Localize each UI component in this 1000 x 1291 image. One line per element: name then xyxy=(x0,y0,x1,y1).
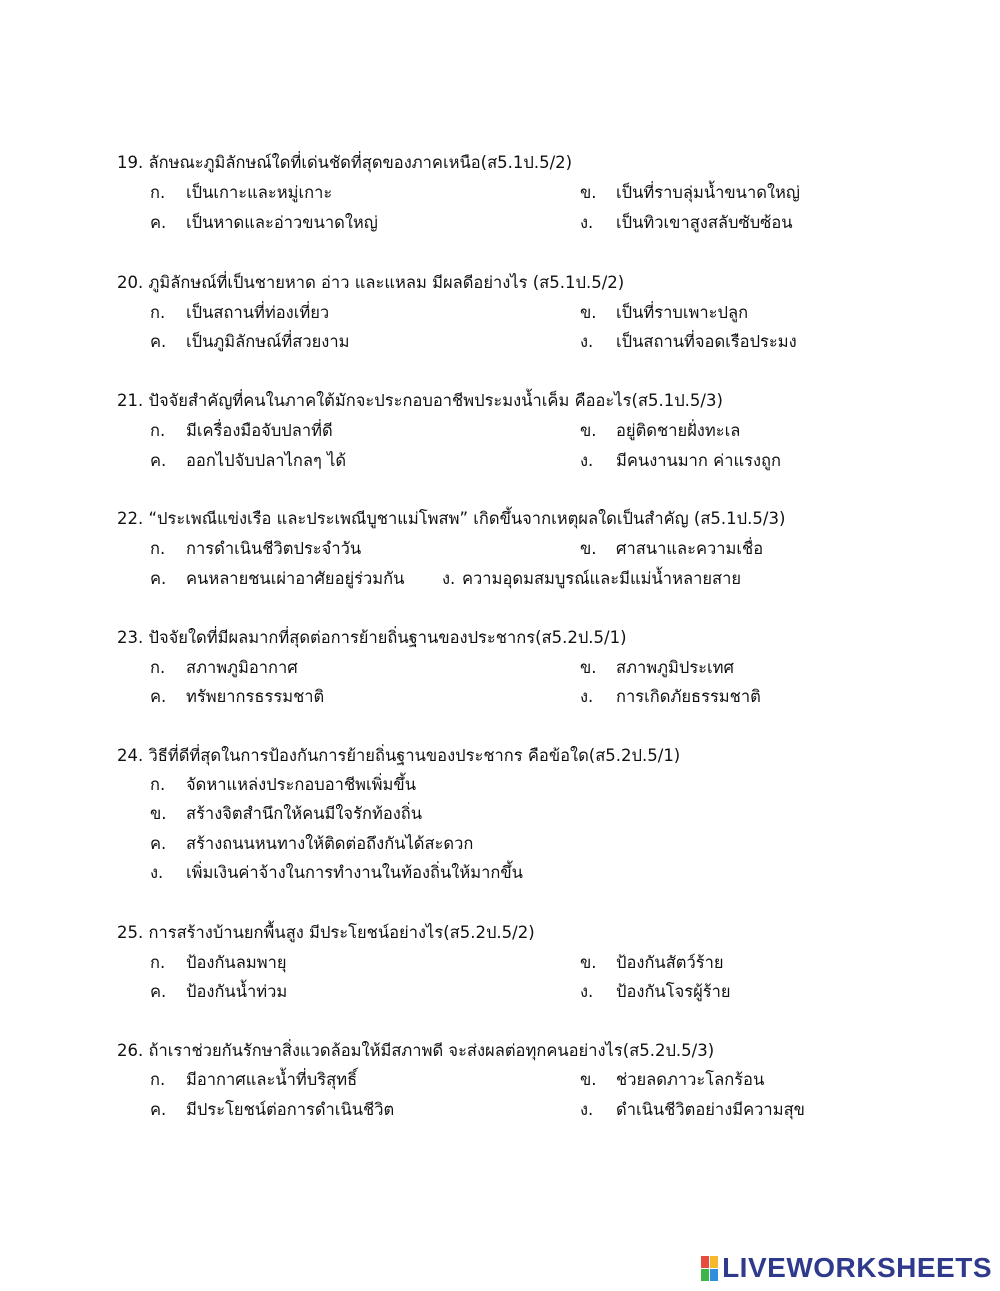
option-c[interactable]: ค. มีประโยชน์ต่อการดำเนินชีวิต xyxy=(150,1100,395,1119)
option-b[interactable]: ข. เป็นที่ราบเพาะปลูก xyxy=(580,303,749,322)
option-b[interactable]: ข. ช่วยลดภาวะโลกร้อน xyxy=(580,1070,765,1089)
option-a[interactable]: ก. จัดหาแหล่งประกอบอาชีพเพิ่มขึ้น xyxy=(150,775,416,794)
question-stem: 20. ภูมิลักษณ์ที่เป็นชายหาด อ่าว และแหลม มีผลดีอย่างไร (ส5.1ป.5/2) xyxy=(117,273,625,292)
option-a[interactable]: ก. เป็นสถานที่ท่องเที่ยว xyxy=(150,303,330,322)
option-a[interactable]: ก. สภาพภูมิอากาศ xyxy=(150,658,298,677)
option-a[interactable]: ก. เป็นเกาะและหมู่เกาะ xyxy=(150,183,333,202)
option-c[interactable]: ค. ทรัพยากรธรรมชาติ xyxy=(150,687,325,706)
question-stem: 21. ปัจจัยสำคัญที่คนในภาคใต้มักจะประกอบอาชีพประมงน้ำเค็ม คืออะไร(ส5.1ป.5/3) xyxy=(117,391,723,410)
option-c[interactable]: ค. ป้องกันน้ำท่วม xyxy=(150,982,288,1001)
option-c[interactable]: ค. เป็นภูมิลักษณ์ที่สวยงาม xyxy=(150,332,350,351)
option-b[interactable]: ข. อยู่ติดชายฝั่งทะเล xyxy=(580,421,741,440)
option-d[interactable]: ง. มีคนงานมาก ค่าแรงถูก xyxy=(580,451,782,470)
option-b[interactable]: ข. ศาสนาและความเชื่อ xyxy=(580,539,764,558)
question-stem: 24. วิธีที่ดีที่สุดในการป้องกันการย้ายถิ่นฐานของประชากร คือข้อใด(ส5.2ป.5/1) xyxy=(117,746,681,765)
logo-text: LIVEWORKSHEETS xyxy=(722,1252,992,1283)
option-c[interactable]: ค. สร้างถนนหนทางให้ติดต่อถึงกันได้สะดวก xyxy=(150,834,474,853)
question-stem: 25. การสร้างบ้านยกพื้นสูง มีประโยชน์อย่างไร(ส5.2ป.5/2) xyxy=(117,923,535,942)
option-c[interactable]: ค. คนหลายชนเผ่าอาศัยอยู่ร่วมกัน xyxy=(150,569,405,588)
question-stem: 22. “ประเพณีแข่งเรือ และประเพณีบูชาแม่โพสพ” เกิดขึ้นจากเหตุผลใดเป็นสำคัญ (ส5.1ป.5/3) xyxy=(117,509,786,528)
option-b[interactable]: ข. เป็นที่ราบลุ่มน้ำขนาดใหญ่ xyxy=(580,183,800,202)
option-b[interactable]: ข. สภาพภูมิประเทศ xyxy=(580,658,735,677)
option-d[interactable]: ง. เป็นสถานที่จอดเรือประมง xyxy=(580,332,797,351)
option-a[interactable]: ก. มีเครื่องมือจับปลาที่ดี xyxy=(150,421,333,440)
option-a[interactable]: ก. มีอากาศและน้ำที่บริสุทธิ์ xyxy=(150,1070,358,1089)
option-b[interactable]: ข. สร้างจิตสำนึกให้คนมีใจรักท้องถิ่น xyxy=(150,804,423,823)
option-d[interactable]: ง. ดำเนินชีวิตอย่างมีความสุข xyxy=(580,1100,805,1119)
option-a[interactable]: ก. ป้องกันลมพายุ xyxy=(150,953,287,972)
option-d[interactable]: ง. การเกิดภัยธรรมชาติ xyxy=(580,687,761,706)
question-stem: 26. ถ้าเราช่วยกันรักษาสิ่งแวดล้อมให้มีสภาพดี จะส่งผลต่อทุกคนอย่างไร(ส5.2ป.5/3) xyxy=(117,1041,715,1060)
option-c[interactable]: ค. เป็นหาดและอ่าวขนาดใหญ่ xyxy=(150,213,378,232)
option-d[interactable]: ง. ป้องกันโจรผู้ร้าย xyxy=(580,982,731,1001)
option-c[interactable]: ค. ออกไปจับปลาไกลๆ ได้ xyxy=(150,451,347,470)
option-d[interactable]: ง. เพิ่มเงินค่าจ้างในการทำงานในท้องถิ่นให้มากขึ้น xyxy=(150,863,523,882)
liveworksheets-logo xyxy=(701,1252,992,1284)
question-stem: 19. ลักษณะภูมิลักษณ์ใดที่เด่นชัดที่สุดของภาคเหนือ(ส5.1ป.5/2) xyxy=(117,153,573,172)
option-a[interactable]: ก. การดำเนินชีวิตประจำวัน xyxy=(150,539,362,558)
logo-mark-icon xyxy=(701,1256,718,1281)
option-d[interactable]: ง. ความอุดมสมบูรณ์และมีแม่น้ำหลายสาย xyxy=(442,569,742,588)
option-d[interactable]: ง. เป็นทิวเขาสูงสลับซับซ้อน xyxy=(580,213,793,232)
question-stem: 23. ปัจจัยใดที่มีผลมากที่สุดต่อการย้ายถิ่นฐานของประชากร(ส5.2ป.5/1) xyxy=(117,628,627,647)
option-b[interactable]: ข. ป้องกันสัตว์ร้าย xyxy=(580,953,724,972)
